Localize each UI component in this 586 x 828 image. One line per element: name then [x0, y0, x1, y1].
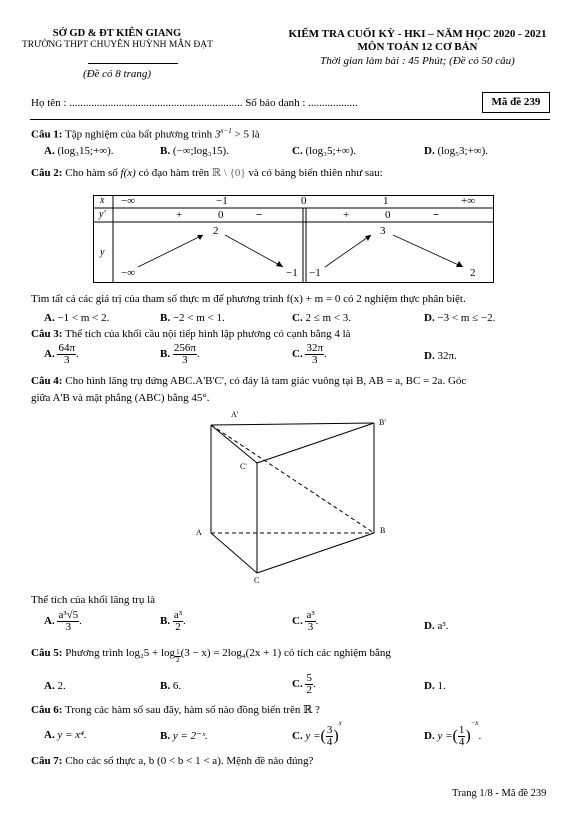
- fraction-denominator: 2: [175, 621, 181, 633]
- option-letter: C.: [292, 730, 303, 742]
- q1-rest: > 5 là: [234, 128, 260, 141]
- option-value: y =: [437, 730, 453, 742]
- q1-text: Tập nghiệm của bất phương trình: [65, 128, 213, 141]
- option-value: 6.: [172, 680, 182, 692]
- q5-label: Câu 5:: [31, 647, 63, 659]
- q6-option-b[interactable]: [160, 729, 208, 742]
- q6-option-a[interactable]: [44, 729, 87, 741]
- option-letter: D.: [424, 350, 435, 362]
- vertex-b-prime: B': [379, 418, 386, 427]
- option-value: (log₃5;+∞).: [305, 145, 357, 157]
- table-x-value: 1: [383, 195, 389, 207]
- q5-expression: log₂5 + log: [125, 647, 176, 659]
- table-yp-sign: +: [343, 209, 350, 221]
- table-x-label: x: [100, 195, 105, 206]
- log-base-numerator: 1: [176, 648, 180, 656]
- q3-text: Thể tích của khối cầu nội tiếp hình lập phương có cạnh bằng 4 là: [65, 328, 351, 340]
- option-value: y = x⁴.: [57, 729, 87, 741]
- fraction-numerator: 5: [306, 672, 312, 684]
- fraction-denominator: 3: [65, 621, 72, 633]
- header-divider: [88, 63, 178, 64]
- prism-figure: [196, 410, 396, 588]
- table-x-value: 0: [301, 195, 307, 207]
- fraction-denominator: 3: [63, 354, 70, 366]
- q4-label: Câu 4:: [31, 375, 63, 387]
- option-letter: C.: [292, 145, 303, 157]
- q2-option-c[interactable]: [292, 312, 351, 324]
- option-value: a³.: [437, 620, 449, 632]
- option-letter: B.: [160, 348, 171, 361]
- option-letter: C.: [292, 348, 303, 361]
- q2-text: và có bảng biến thiên như sau:: [248, 167, 383, 179]
- time-note: Thời gian làm bài : 45 Phút; (Đề có 50 câu): [320, 55, 515, 67]
- fraction-denominator: 2: [306, 684, 312, 696]
- option-value: 2 ≤ m < 3.: [305, 312, 351, 324]
- q3-option-a[interactable]: A. $\frac{64\pi}{3}$ .: [44, 342, 79, 366]
- option-letter: B.: [160, 730, 171, 742]
- option-value: −1 < m < 2.: [57, 312, 110, 324]
- option-letter: B.: [160, 615, 171, 628]
- vertex-a: A: [196, 528, 202, 537]
- q7-text: Cho các số thực a, b (0 < b < 1 < a). Mệnh đề nào đúng?: [65, 755, 314, 767]
- table-yp-sign: −: [256, 209, 263, 221]
- option-value: 32π.: [437, 350, 457, 362]
- fraction-denominator: 4: [326, 735, 333, 748]
- option-letter: D.: [424, 680, 435, 692]
- fraction-denominator: 3: [182, 354, 188, 366]
- option-value: y =: [305, 730, 321, 742]
- q4-stem: Thể tích của khối lăng trụ là: [31, 594, 156, 606]
- fraction-numerator: 32π: [306, 342, 324, 354]
- q1-exponent: x−1: [220, 127, 232, 135]
- option-letter: D.: [424, 145, 435, 157]
- option-letter: A.: [44, 348, 55, 361]
- option-value: (−∞;log₃15).: [172, 145, 229, 157]
- header-rule: [30, 119, 550, 120]
- table-yp-sign: −: [433, 209, 440, 221]
- table-y-value: −1: [309, 267, 321, 279]
- q3-option-c[interactable]: C. $\frac{32\pi}{3}$ .: [292, 342, 327, 366]
- q3-option-b[interactable]: B. $\frac{256\pi}{3}$ .: [160, 342, 200, 366]
- option-value: −2 < m < 1.: [172, 312, 225, 324]
- vertex-c-prime: C': [240, 462, 247, 471]
- q2-option-b[interactable]: [160, 312, 225, 324]
- school-name: TRƯỜNG THPT CHUYÊN HUỲNH MẪN ĐẠT: [22, 40, 213, 50]
- q4-option-a[interactable]: A. $\frac{\text{a³√5}}{3}$ .: [44, 609, 82, 633]
- q6-option-d[interactable]: D. y =( $\frac{1}{4}$ )$^{-x}$.: [424, 719, 482, 748]
- q5-option-d[interactable]: [424, 680, 446, 692]
- pages-note: (Đề có 8 trang): [82, 68, 152, 80]
- option-letter: B.: [160, 145, 171, 157]
- q5-text: Phương trình: [65, 647, 124, 659]
- q5-option-a[interactable]: [44, 680, 66, 692]
- q6-label: Câu 6:: [31, 704, 63, 716]
- option-letter: A.: [44, 729, 55, 741]
- vertex-b: B: [380, 526, 386, 535]
- table-x-value: −1: [216, 195, 228, 207]
- fraction-numerator: 64π: [58, 342, 76, 354]
- vertex-a-prime: A': [231, 410, 239, 419]
- q3-label: Câu 3:: [31, 328, 63, 340]
- q6-option-c[interactable]: C. y =( $\frac{3}{4}$ )$^x$: [292, 719, 342, 748]
- q4-option-b[interactable]: B. $\frac{\text{a³}}{2}$ .: [160, 609, 186, 633]
- table-x-value: +∞: [461, 195, 476, 207]
- table-x-value: −∞: [121, 195, 136, 207]
- option-letter: A.: [44, 312, 55, 324]
- option-value: 2.: [57, 680, 66, 692]
- fraction-numerator: a³: [306, 609, 315, 621]
- q2-option-a[interactable]: [44, 312, 109, 324]
- q1-base: 3: [214, 128, 221, 141]
- exam-code: Mã đề 239: [482, 92, 550, 113]
- table-y-value: −1: [286, 267, 298, 279]
- q5-expression: (3 − x) = 2log₄(2x + 1): [180, 647, 282, 659]
- exponent: −x: [470, 719, 479, 727]
- exam-title: KIỂM TRA CUỐI KỲ - HKI – NĂM HỌC 2020 - 2021: [288, 28, 547, 40]
- table-y-value: 2: [213, 225, 219, 237]
- fraction-denominator: 4: [458, 735, 465, 748]
- q5-option-b[interactable]: [160, 680, 181, 692]
- option-value: (log₃15;+∞).: [57, 145, 114, 157]
- table-y-label: y: [100, 247, 105, 258]
- q1-option-c[interactable]: [292, 145, 356, 157]
- option-value: (log₅3;+∞).: [437, 145, 489, 157]
- table-yp-sign: +: [176, 209, 183, 221]
- fraction-denominator: 3: [307, 621, 314, 633]
- q1-option-d[interactable]: [424, 145, 488, 157]
- option-value: −3 < m ≤ −2.: [437, 312, 496, 324]
- q4-option-c[interactable]: C. $\frac{\text{a³}}{3}$ .: [292, 609, 319, 633]
- option-letter: D.: [424, 730, 435, 742]
- option-letter: C.: [292, 678, 303, 691]
- dept-name: SỞ GD & ĐT KIÊN GIANG: [52, 28, 182, 39]
- q6-text: Trong các hàm số sau đây, hàm số nào đồng biến trên ℝ ?: [65, 704, 320, 716]
- q2-label: Câu 2:: [31, 167, 63, 179]
- q2-option-d[interactable]: [424, 312, 495, 324]
- table-y-value: −∞: [121, 267, 136, 279]
- q3-option-d[interactable]: [424, 350, 457, 362]
- option-letter: C.: [292, 312, 303, 324]
- variation-table: [93, 195, 494, 283]
- table-yp-sign: 0: [218, 209, 224, 221]
- question-3: [31, 328, 351, 340]
- option-value: y = 2⁻ˣ.: [172, 730, 208, 742]
- option-letter: D.: [424, 312, 435, 324]
- q4-option-d[interactable]: [424, 620, 448, 632]
- fraction-numerator: 1: [458, 723, 465, 736]
- option-letter: C.: [292, 615, 303, 628]
- table-y-value: 3: [380, 225, 386, 237]
- question-6: [31, 703, 320, 716]
- q1-label: Câu 1:: [31, 128, 63, 141]
- vertex-c: C: [254, 576, 260, 585]
- q2-domain: ℝ \ {0}: [211, 167, 246, 179]
- fraction-numerator: 256π: [173, 342, 196, 354]
- q5-option-c[interactable]: C. $\frac{5}{2}$ .: [292, 672, 316, 696]
- name-field: Họ tên : ............................................................... Số báo danh : ..................: [31, 97, 358, 109]
- option-letter: B.: [160, 680, 171, 692]
- option-letter: A.: [44, 145, 55, 157]
- table-yp-sign: 0: [385, 209, 391, 221]
- exponent: x: [338, 719, 342, 727]
- q2-stem: Tìm tất cả các giá trị của tham số thực m để phương trình f(x) + m = 0 có 2 nghiệm thực phân biệt.: [31, 293, 466, 305]
- option-letter: D.: [424, 620, 435, 632]
- option-value: 1.: [437, 680, 446, 692]
- q1-option-a[interactable]: [44, 145, 114, 157]
- question-2: [31, 166, 383, 179]
- q5-text: có tích các nghiệm bằng: [283, 647, 391, 659]
- table-yp-label: y': [99, 209, 106, 220]
- fraction-numerator: a³: [173, 609, 183, 621]
- question-1: [31, 127, 260, 141]
- table-y-value: 2: [470, 267, 476, 279]
- q4-text-line2: giữa A'B và mặt phẳng (ABC) bằng 45°.: [31, 392, 210, 404]
- page-footer: Trang 1/8 - Mã đề 239: [452, 788, 547, 799]
- subject-title: MÔN TOÁN 12 CƠ BẢN: [357, 41, 478, 53]
- question-5: [31, 647, 391, 664]
- option-letter: A.: [44, 615, 55, 628]
- q2-function: f(x): [120, 167, 136, 179]
- q7-label: Câu 7:: [31, 755, 63, 767]
- fraction-denominator: 3: [311, 354, 318, 366]
- q4-text: Cho hình lăng trụ đứng ABC.A'B'C', có đáy là tam giác vuông tại B, AB = a, BC = 2a. Góc: [65, 375, 467, 387]
- question-4-line1: [31, 375, 466, 387]
- option-letter: B.: [160, 312, 171, 324]
- fraction-numerator: 3: [326, 723, 333, 736]
- q2-text: có đạo hàm trên: [138, 167, 210, 179]
- fraction-numerator: a³√5: [58, 609, 79, 621]
- q1-option-b[interactable]: [160, 145, 229, 157]
- q2-text: Cho hàm số: [65, 167, 118, 179]
- option-letter: A.: [44, 680, 55, 692]
- prism-svg: [196, 410, 396, 588]
- question-7: [31, 755, 313, 767]
- log-base-denominator: 2: [176, 656, 180, 664]
